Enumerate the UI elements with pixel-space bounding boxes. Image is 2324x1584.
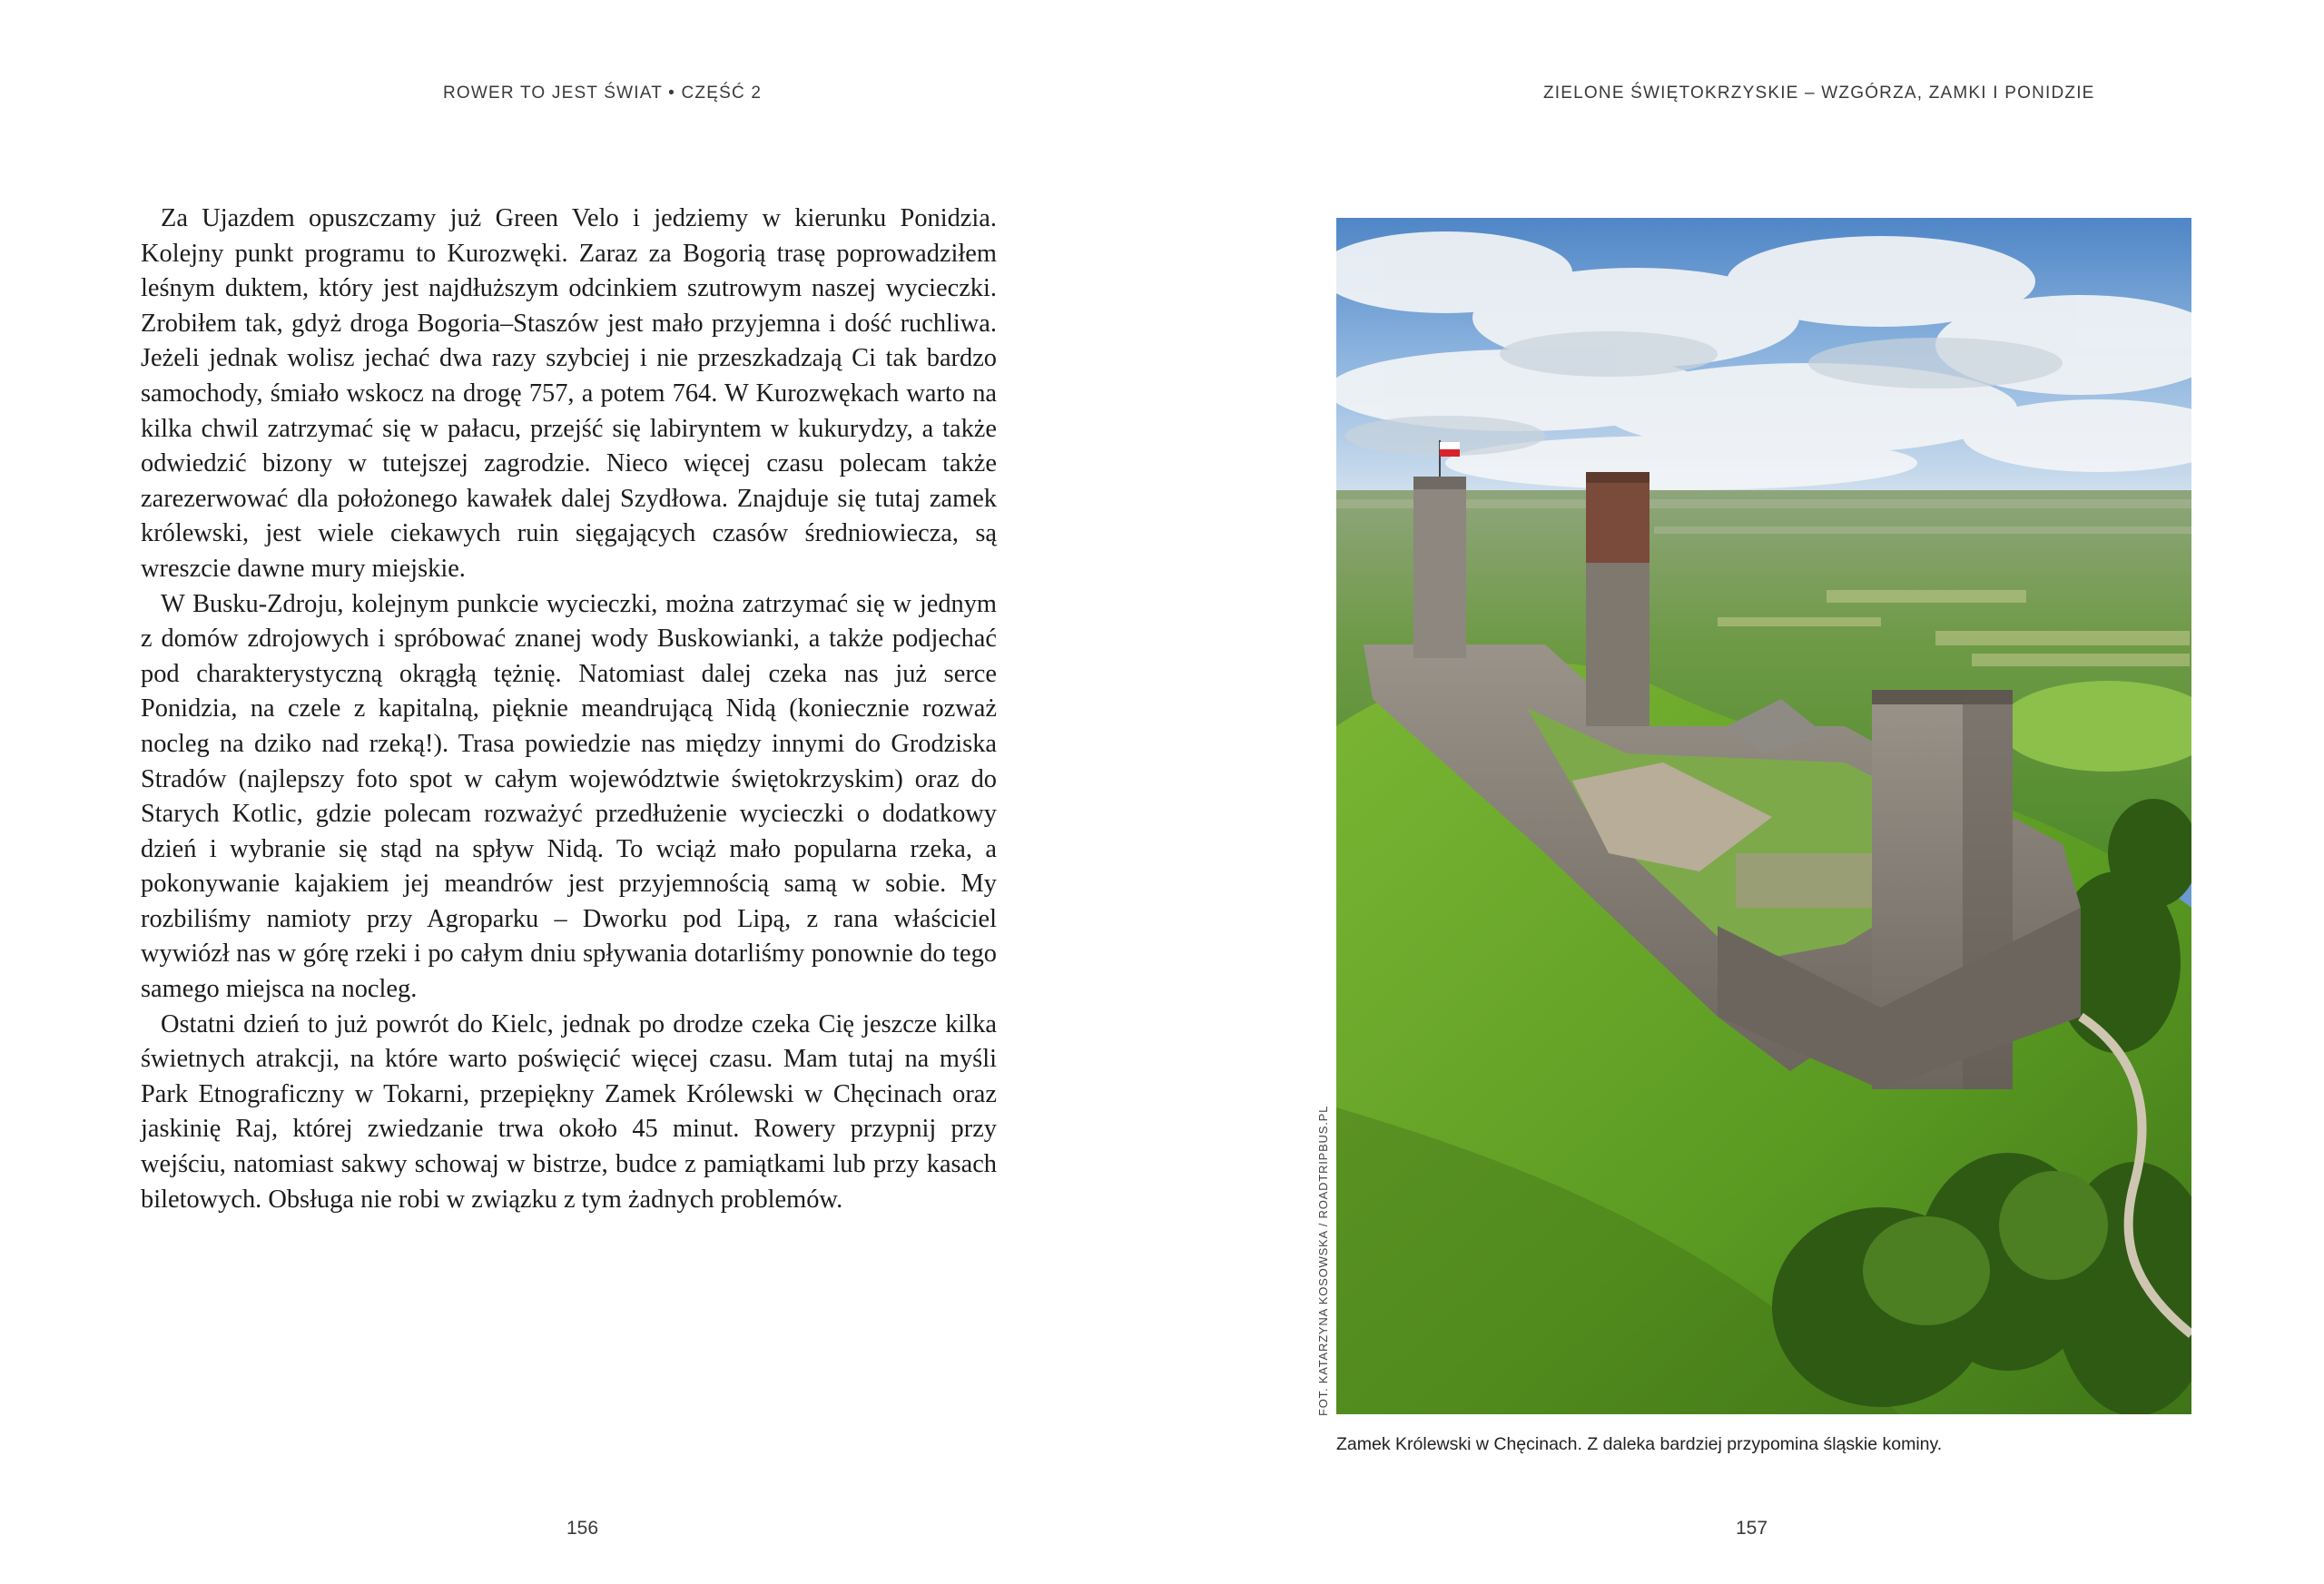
running-head-right: ZIELONE ŚWIĘTOKRZYSKIE – WZGÓRZA, ZAMKI I PONIDZIE	[1543, 84, 2095, 103]
paragraph-1: Za Ujazdem opuszczamy już Green Velo i jedziemy w kierunku Ponidzia. Kolejny punkt programu to Kurozwęki. Zaraz za Bogorią trasę poprowadziłem leśnym duktem, który jest najdłuższym odcinkiem szutrowym naszej wycieczki. Zrobiłem tak, gdyż droga Bogoria–Staszów jest mało przyjemna i dość ruchliwa. Jeżeli jednak wolisz jechać dwa razy szybciej i nie przeszkadzają Ci tak bardzo samochody, śmiało wskocz na drogę 757, a potem 764. W Kurozwękach warto na kilka chwil zatrzymać się w pałacu, przejść się labiryntem w kukurydzy, a także odwiedzić bizony w tutejszej zagrodzie. Nieco więcej czasu polecam także zarezerwować dla położonego kawałek dalej Szydłowa. Znajduje się tutaj zamek królewski, jest wiele ciekawych ruin sięgających czasów średniowiecza, są wreszcie dawne mury miejskie.	[141, 204, 997, 583]
castle-photo	[1336, 218, 2191, 1414]
paragraph-2: W Busku-Zdroju, kolejnym punkcie wycieczki, można zatrzymać się w jednym z domów zdrojowych i spróbować znanej wody Buskowianki, a także podjechać pod charakterystyczną okrągłą tężnię. Natomiast dalej czeka nas już serce Ponidzia, na czele z kapitalną, pięknie meandrującą Nidą (koniecznie rozważ nocleg na dziko nad rzeką!). Trasa powiedzie nas między innymi do Grodziska Stradów (najlepszy foto spot w całym województwie świętokrzyskim) oraz do Starych Kotlic, gdzie polecam rozważyć przedłużenie wycieczki o dodatkowy dzień i wybranie się stąd na spływ Nidą. To wciąż mało popularna rzeka, a pokonywanie kajakiem jej meandrów jest przyjemnością samą w sobie. My rozbiliśmy namioty przy Agroparku – Dworku pod Lipą, z rana właściciel wywiózł nas w górę rzeki i po całym dniu spływania dotarliśmy ponownie do tego samego miejsca na nocleg.	[141, 589, 997, 1004]
left-tower	[1413, 477, 1466, 658]
right-page	[1162, 0, 2324, 1584]
photo-credit: FOT. KATARZYNA KOSOWSKA / ROADTRIPBUS.PL	[1316, 1105, 1330, 1416]
page-number-left: 156	[566, 1518, 599, 1539]
running-head-left: ROWER TO JEST ŚWIAT • CZĘŚĆ 2	[443, 84, 763, 103]
body-text	[141, 202, 997, 1217]
page-number-right: 157	[1736, 1518, 1768, 1539]
paragraph-3: Ostatni dzień to już powrót do Kielc, jednak po drodze czeka Cię jeszcze kilka świetnych atrakcji, na które warto poświęcić więcej czasu. Mam tutaj na myśli Park Etnograficzny w Tokarni, przepiękny Zamek Królewski w Chęcinach oraz jaskinię Raj, której zwiedzanie trwa około 45 minut. Rowery przypnij przy wejściu, natomiast sakwy schowaj w bistrze, budce z pamiątkami lub przy kasach biletowych. Obsługa nie robi w związku z tym żadnych problemów.	[141, 1009, 997, 1214]
photo-caption: Zamek Królewski w Chęcinach. Z daleka bardziej przypomina śląskie kominy.	[1336, 1434, 1943, 1454]
